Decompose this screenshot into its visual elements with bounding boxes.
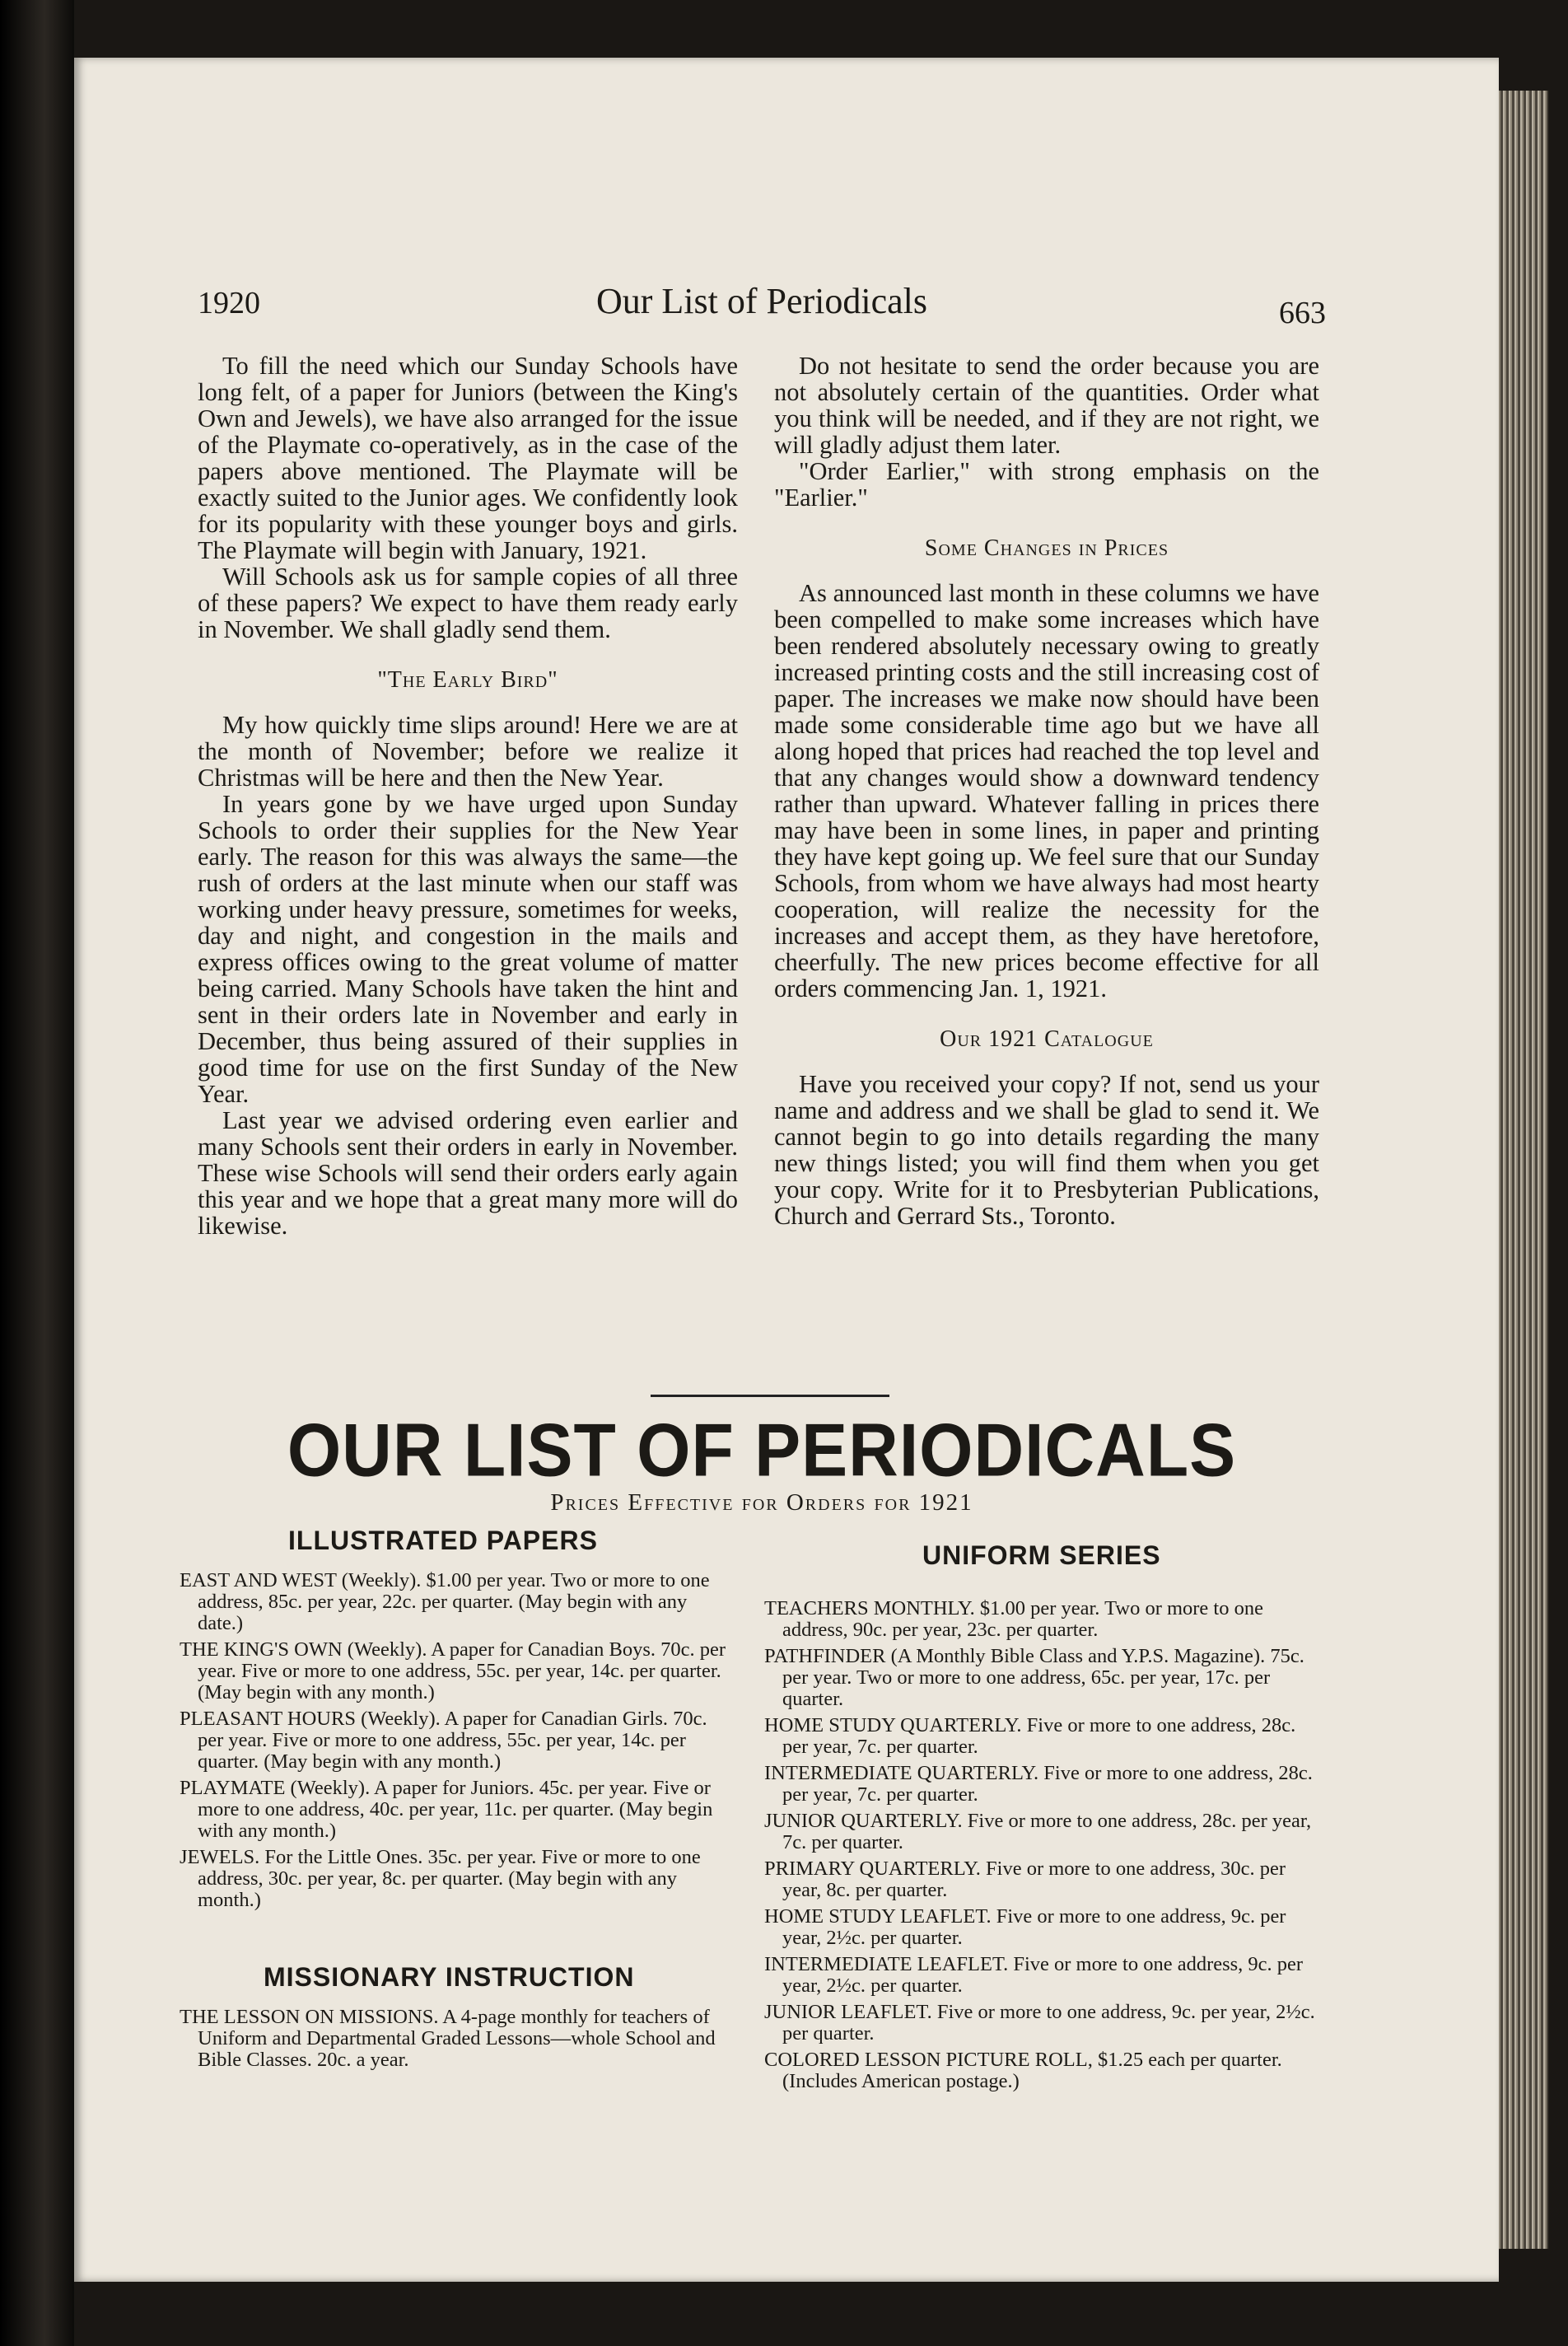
list-item: JEWELS. For the Little Ones. 35c. per year. Five or more to one address, 30c. per year, 8c. per quarter. (May begin with any month.) xyxy=(180,1846,701,1911)
list-item: JUNIOR QUARTERLY. Five or more to one address, 28c. per year, 7c. per quarter. xyxy=(764,1810,1312,1853)
list-item: THE KING'S OWN (Weekly). A paper for Canadian Boys. 70c. per year. Five or more to one address, 55c. per year, 14c. per quarter. (May begin with any month.) xyxy=(180,1638,726,1703)
illustrated-papers-list xyxy=(180,1570,731,1916)
header-title: Our List of Periodicals xyxy=(595,281,928,321)
prices-heading: Some Changes in Prices xyxy=(924,535,1169,561)
periodicals-subtitle: Prices Effective for Orders for 1921 xyxy=(550,1489,973,1516)
missionary-list xyxy=(180,2007,731,2076)
list-item: TEACHERS MONTHLY. $1.00 per year. Two or more to one address, 90c. per year, 23c. per quarter. xyxy=(764,1597,1263,1641)
catalogue-heading: Our 1921 Catalogue xyxy=(940,1026,1154,1052)
list-item: THE LESSON ON MISSIONS. A 4-page monthly for teachers of Uniform and Departmental Graded Lessons—whole School and Bible Classes. 20c. a year. xyxy=(180,2006,716,2071)
early-bird-heading: "The Early Bird" xyxy=(377,667,558,693)
paragraph: To fill the need which our Sunday Schools have long felt, of a paper for Juniors (between the King's Own and Jewels), we have also arranged for the issue of the Playmate co-operatively, as in the case of the papers above mentioned. The Playmate will be exactly suited to the Junior ages. We confidently look for its popularity with these younger boys and girls. The Playmate will begin with January, 1921. xyxy=(198,352,738,564)
section-divider xyxy=(651,1395,889,1397)
right-column xyxy=(774,353,1319,1229)
list-item: COLORED LESSON PICTURE ROLL, $1.25 each per quarter. (Includes American postage.) xyxy=(764,2049,1282,2092)
list-item: JUNIOR LEAFLET. Five or more to one address, 9c. per year, 2½c. per quarter. xyxy=(764,2001,1315,2045)
running-head xyxy=(198,280,1326,329)
uniform-series-heading: UNIFORM SERIES xyxy=(922,1540,1161,1570)
list-item: HOME STUDY QUARTERLY. Five or more to one address, 28c. per year, 7c. per quarter. xyxy=(764,1714,1296,1758)
paragraph: Do not hesitate to send the order because you are not absolutely certain of the quantities. Order what you think will be needed, and if they are not right, we will gladly adjust them later. xyxy=(774,352,1319,459)
paragraph: "Order Earlier," with strong emphasis on the "Earlier." xyxy=(774,457,1319,512)
paragraph: My how quickly time slips around! Here we are at the month of November; before we realize it Christmas will be here and then the New Year. xyxy=(198,711,738,792)
periodicals-title: OUR LIST OF PERIODICALS xyxy=(287,1408,1237,1492)
list-item: PLEASANT HOURS (Weekly). A paper for Canadian Girls. 70c. per year. Five or more to one address, 55c. per year, 14c. per quarter. (May begin with any month.) xyxy=(180,1708,707,1773)
paragraph: In years gone by we have urged upon Sunday Schools to order their supplies for the New Year early. The reason for this was always the same—the rush of orders at the last minute when our staff was working under heavy pressure, sometimes for weeks, day and night, and congestion in the mails and express offices owing to the great volume of matter being carried. Many Schools have taken the hint and sent in their orders late in November and early in December, thus being assured of their supplies in good time for use on the first Sunday of the New Year. xyxy=(198,790,738,1108)
page-edges xyxy=(1499,91,1548,2249)
paragraph: Will Schools ask us for sample copies of all three of these papers? We expect to have them ready early in November. We shall gladly send them. xyxy=(198,563,738,643)
illustrated-papers-heading: ILLUSTRATED PAPERS xyxy=(288,1526,598,1555)
list-item: INTERMEDIATE QUARTERLY. Five or more to one address, 28c. per year, 7c. per quarter. xyxy=(764,1762,1313,1806)
list-item: PRIMARY QUARTERLY. Five or more to one address, 30c. per year, 8c. per quarter. xyxy=(764,1858,1286,1901)
list-item: PLAYMATE (Weekly). A paper for Juniors. 45c. per year. Five or more to one address, 40c. per year, 11c. per quarter. (May begin with any month.) xyxy=(180,1777,713,1842)
book-gutter xyxy=(0,0,74,2346)
page-number: 663 xyxy=(1279,296,1326,330)
paragraph: As announced last month in these columns we have been compelled to make some increases which have been rendered absolutely necessary owing to greatly increased printing costs and the still increasing cost of paper. The increases we make now should have been made some considerable time ago but we have all along hoped that prices had reached the top level and that any changes would show a downward tendency rather than upward. Whatever falling in prices there may have been in some lines, in paper and printing they have kept going up. We feel sure that our Sunday Schools, from whom we have always had most hearty cooperation, will realize the necessity for the increases and accept them, as they have heretofore, cheerfully. The new prices become effective for all orders commencing Jan. 1, 1921. xyxy=(774,579,1319,1002)
list-item: HOME STUDY LEAFLET. Five or more to one address, 9c. per year, 2½c. per quarter. xyxy=(764,1905,1286,1949)
list-item: PATHFINDER (A Monthly Bible Class and Y.P.S. Magazine). 75c. per year. Two or more to one address, 65c. per year, 17c. per quarter. xyxy=(764,1645,1304,1710)
paragraph: Last year we advised ordering even earlier and many Schools sent their orders in early in November. These wise Schools will send their orders early again this year and we hope that a great many more will do likewise. xyxy=(198,1106,738,1240)
uniform-series-list xyxy=(764,1598,1324,2097)
left-column xyxy=(198,353,738,1239)
list-item: EAST AND WEST (Weekly). $1.00 per year. Two or more to one address, 85c. per year, 22c. per quarter. (May begin with any date.) xyxy=(180,1569,710,1634)
paragraph: Have you received your copy? If not, send us your name and address and we shall be glad to send it. We cannot begin to go into details regarding the many new things listed; you will find them when you get your copy. Write for it to Presbyterian Publications, Church and Gerrard Sts., Toronto. xyxy=(774,1070,1319,1230)
header-year: 1920 xyxy=(198,286,260,320)
missionary-instruction-heading: MISSIONARY INSTRUCTION xyxy=(264,1962,635,1992)
list-item: INTERMEDIATE LEAFLET. Five or more to one address, 9c. per year, 2½c. per quarter. xyxy=(764,1953,1304,1997)
